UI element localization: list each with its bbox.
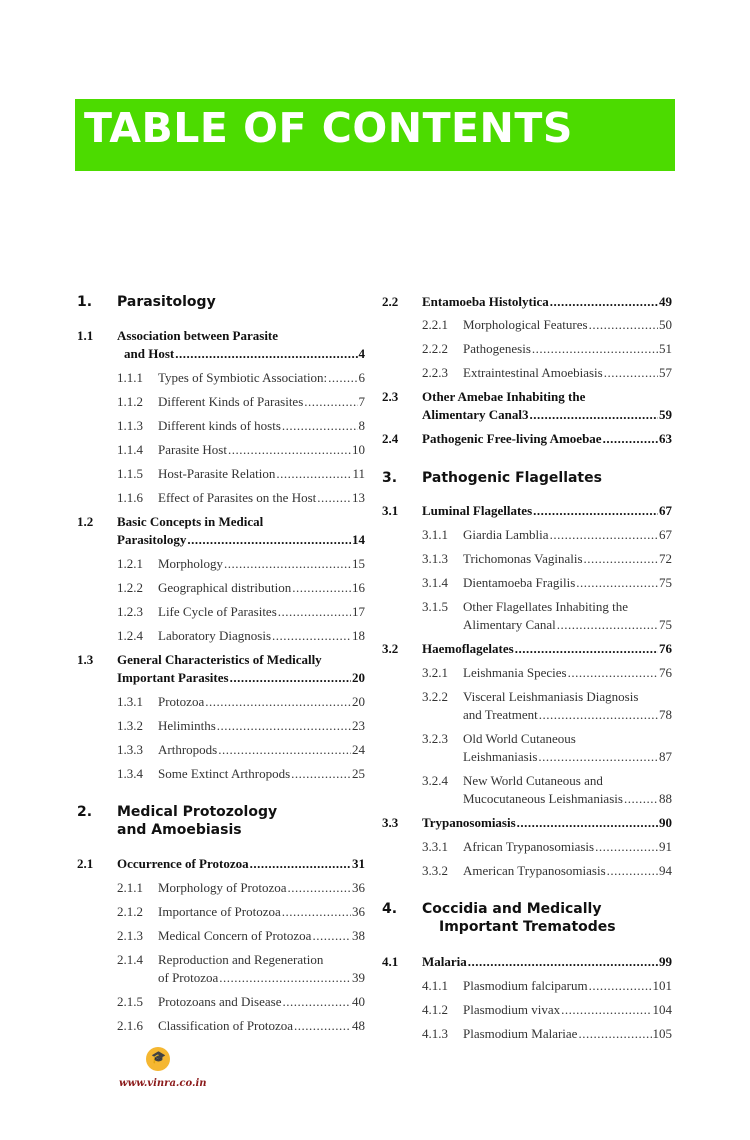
entry-title: Types of Symbiotic Association:: [158, 370, 328, 385]
entry-number: 1.1.3: [117, 418, 143, 433]
leader-dots: [228, 441, 351, 459]
leader-dots: [532, 340, 658, 358]
entry-number: 1.2.3: [117, 604, 143, 619]
entry-title: New World Cutaneous and: [463, 773, 603, 788]
entry-title: Morphology of Protozoa: [158, 880, 287, 895]
entry-title: Parasitology: [117, 532, 187, 547]
entry-number: 4.1.3: [422, 1026, 448, 1041]
leader-dots: [282, 993, 351, 1011]
entry-title: Medical Concern of Protozoa: [158, 928, 312, 943]
entry-title: Trichomonas Vaginalis: [463, 551, 583, 566]
page-number: 101: [652, 978, 672, 993]
publisher-url[interactable]: www.vinra.co.in: [119, 1078, 207, 1089]
page-number: 72: [659, 551, 672, 566]
page-number: 105: [652, 1026, 672, 1041]
entry-number: 1.3.3: [117, 742, 143, 757]
entry-number: 1.1.4: [117, 442, 143, 457]
entry-number: 2.1.6: [117, 1018, 143, 1033]
entry-title: Pathogenic Free-living Amoebae: [422, 431, 602, 446]
leader-dots: [604, 364, 658, 382]
entry-title: Trypanosomiasis: [422, 815, 516, 830]
entry-title: Occurrence of Protozoa: [117, 856, 249, 871]
entry-title: Effect of Parasites on the Host: [158, 490, 317, 505]
page-number: 25: [352, 766, 365, 781]
leader-dots: [292, 579, 351, 597]
entry-number: 3.1.5: [422, 599, 448, 614]
leader-dots: [539, 706, 658, 724]
entry-title: Life Cycle of Parasites: [158, 604, 277, 619]
entry-title: and Treatment: [463, 707, 538, 722]
entry-title: Medical Protozology: [117, 804, 278, 820]
entry-number: 3.2.3: [422, 731, 448, 746]
entry-title: Geographical distribution: [158, 580, 292, 595]
page-number: 20: [352, 694, 365, 709]
entry-title: Protozoans and Disease: [158, 994, 282, 1009]
page-number: 10: [352, 442, 365, 457]
page-number: 8: [358, 418, 365, 433]
page-number: 14: [352, 532, 365, 547]
entry-title: Visceral Leishmaniasis Diagnosis: [463, 689, 639, 704]
entry-number: 4.: [382, 901, 398, 917]
entry-title: General Characteristics of Medically: [117, 652, 322, 667]
entry-title: Old World Cutaneous: [463, 731, 576, 746]
entry-title: Dientamoeba Fragilis: [463, 575, 576, 590]
entry-number: 4.1.1: [422, 978, 448, 993]
toc-banner: [75, 99, 675, 171]
leader-dots: [282, 417, 358, 435]
entry-number: 1.2.1: [117, 556, 143, 571]
entry-number: 2.2.1: [422, 317, 448, 332]
entry-number: 2.4: [382, 431, 399, 446]
entry-title: Pathogenesis: [463, 341, 531, 356]
leader-dots: [595, 838, 658, 856]
entry-title: Important Trematodes: [439, 919, 616, 935]
entry-number: 3.3: [382, 815, 399, 830]
graduation-cap-icon: 🎓: [151, 1050, 166, 1064]
leader-dots: [328, 369, 357, 387]
entry-number: 1.3: [77, 652, 94, 667]
page-number: 15: [352, 556, 365, 571]
entry-title: Different Kinds of Parasites: [158, 394, 304, 409]
leader-dots: [217, 717, 351, 735]
page-number: 6: [358, 370, 365, 385]
page-number: 50: [659, 317, 672, 332]
entry-title: of Protozoa: [158, 970, 219, 985]
page-number: 104: [652, 1002, 672, 1017]
page-number: 48: [352, 1018, 365, 1033]
leader-dots: [219, 969, 351, 987]
page-number: 63: [659, 431, 672, 446]
entry-number: 2.2: [382, 294, 399, 309]
entry-title: and Host: [124, 346, 175, 361]
page-number: 40: [352, 994, 365, 1009]
leader-dots: [557, 616, 658, 634]
entry-number: 2.1.2: [117, 904, 143, 919]
entry-title: Entamoeba Histolytica: [422, 294, 549, 309]
page-number: 76: [659, 641, 672, 656]
entry-number: 1.2.4: [117, 628, 143, 643]
entry-title: Coccidia and Medically: [422, 901, 602, 917]
entry-title: Classification of Protozoa: [158, 1018, 294, 1033]
entry-number: 3.2: [382, 641, 399, 656]
entry-number: 2.1.1: [117, 880, 143, 895]
entry-number: 2.3: [382, 389, 399, 404]
leader-dots: [576, 574, 658, 592]
entry-number: 3.1.1: [422, 527, 448, 542]
page-number: 17: [352, 604, 365, 619]
entry-title: Plasmodium Malariae: [463, 1026, 578, 1041]
leader-dots: [288, 879, 351, 897]
page-number: 16: [352, 580, 365, 595]
entry-title: Parasitology: [117, 294, 216, 310]
entry-number: 2.1.5: [117, 994, 143, 1009]
page-number: 67: [659, 527, 672, 542]
leader-dots: [224, 555, 351, 573]
entry-title: Luminal Flagellates: [422, 503, 533, 518]
leader-dots: [205, 693, 351, 711]
leader-dots: [304, 393, 357, 411]
entry-title: Morphological Features: [463, 317, 588, 332]
entry-number: 1.1: [77, 328, 94, 343]
leader-dots: [291, 765, 351, 783]
entry-number: 1.1.1: [117, 370, 143, 385]
page-number: 90: [659, 815, 672, 830]
page-number: 51: [659, 341, 672, 356]
entry-number: 2.1: [77, 856, 94, 871]
entry-number: 3.2.4: [422, 773, 448, 788]
entry-number: 1.1.5: [117, 466, 143, 481]
leader-dots: [272, 627, 351, 645]
leader-dots: [624, 790, 658, 808]
entry-title: Parasite Host: [158, 442, 227, 457]
page-number: 38: [352, 928, 365, 943]
entry-title: Heliminths: [158, 718, 216, 733]
entry-title: Extraintestinal Amoebiasis: [463, 365, 603, 380]
publisher-logo: [146, 1047, 170, 1071]
leader-dots: [278, 603, 351, 621]
leader-dots: [175, 345, 357, 363]
page-title: TABLE OF CONTENTS: [84, 104, 573, 152]
entry-number: 3.1: [382, 503, 399, 518]
entry-title: Alimentary Canal3: [422, 407, 529, 422]
entry-number: 3.1.3: [422, 551, 448, 566]
entry-title: Importance of Protozoa: [158, 904, 281, 919]
entry-title: Laboratory Diagnosis: [158, 628, 272, 643]
entry-title: Malaria: [422, 954, 467, 969]
entry-title: Different kinds of hosts: [158, 418, 281, 433]
leader-dots: [578, 1025, 651, 1043]
entry-number: 1.3.1: [117, 694, 143, 709]
page-number: 99: [659, 954, 672, 969]
entry-title: Mucocutaneous Leishmaniasis: [463, 791, 623, 806]
page-number: 88: [659, 791, 672, 806]
entry-title: Giardia Lamblia: [463, 527, 549, 542]
page-number: 91: [659, 839, 672, 854]
page-number: 78: [659, 707, 672, 722]
leader-dots: [589, 977, 652, 995]
page-number: 18: [352, 628, 365, 643]
entry-title: Other Flagellates Inhabiting the: [463, 599, 628, 614]
page-number: 75: [659, 575, 672, 590]
entry-title: Important Parasites: [117, 670, 229, 685]
page-number: 7: [358, 394, 365, 409]
entry-number: 1.: [77, 294, 93, 310]
leader-dots: [533, 502, 658, 520]
entry-number: 3.2.1: [422, 665, 448, 680]
entry-number: 1.2: [77, 514, 94, 529]
entry-title: American Trypanosomiasis: [463, 863, 606, 878]
entry-title: Host-Parasite Relation: [158, 466, 276, 481]
page-number: 20: [352, 670, 365, 685]
page-number: 24: [352, 742, 365, 757]
leader-dots: [515, 640, 658, 658]
entry-title: and Amoebiasis: [117, 822, 242, 838]
leader-dots: [538, 748, 658, 766]
entry-number: 2.1.4: [117, 952, 143, 967]
page-number: 13: [352, 490, 365, 505]
entry-title: Morphology: [158, 556, 223, 571]
entry-number: 2.: [77, 804, 93, 820]
leader-dots: [282, 903, 351, 921]
leader-dots: [589, 316, 658, 334]
entry-number: 2.2.2: [422, 341, 448, 356]
entry-number: 1.1.2: [117, 394, 143, 409]
leader-dots: [250, 855, 351, 873]
page-number: 57: [659, 365, 672, 380]
page-number: 75: [659, 617, 672, 632]
leader-dots: [607, 862, 658, 880]
entry-title: Plasmodium falciparum: [463, 978, 588, 993]
page-number: 39: [352, 970, 365, 985]
page-number: 31: [352, 856, 365, 871]
page-number: 11: [352, 466, 365, 481]
leader-dots: [218, 741, 351, 759]
leader-dots: [530, 406, 658, 424]
page-number: 36: [352, 904, 365, 919]
entry-number: 3.: [382, 470, 398, 486]
entry-number: 3.3.2: [422, 863, 448, 878]
page-number: 76: [659, 665, 672, 680]
entry-number: 1.3.4: [117, 766, 143, 781]
leader-dots: [312, 927, 351, 945]
leader-dots: [276, 465, 351, 483]
entry-number: 3.1.4: [422, 575, 448, 590]
leader-dots: [187, 531, 351, 549]
entry-title: African Trypanosomiasis: [463, 839, 595, 854]
leader-dots: [294, 1017, 351, 1035]
entry-number: 3.3.1: [422, 839, 448, 854]
entry-title: Plasmodium vivax: [463, 1002, 561, 1017]
entry-number: 2.2.3: [422, 365, 448, 380]
entry-title: Leishmaniasis: [463, 749, 538, 764]
leader-dots: [568, 664, 658, 682]
leader-dots: [584, 550, 658, 568]
entry-number: 2.1.3: [117, 928, 143, 943]
entry-title: Alimentary Canal: [463, 617, 556, 632]
page-number: 59: [659, 407, 672, 422]
entry-title: Reproduction and Regeneration: [158, 952, 324, 967]
entry-number: 3.2.2: [422, 689, 448, 704]
entry-title: Other Amebae Inhabiting the: [422, 389, 586, 404]
entry-number: 1.3.2: [117, 718, 143, 733]
entry-title: Some Extinct Arthropods: [158, 766, 291, 781]
entry-title: Basic Concepts in Medical: [117, 514, 264, 529]
leader-dots: [230, 669, 351, 687]
entry-number: 4.1.2: [422, 1002, 448, 1017]
entry-title: Leishmania Species: [463, 665, 567, 680]
entry-title: Protozoa: [158, 694, 205, 709]
page-number: 23: [352, 718, 365, 733]
page-number: 67: [659, 503, 672, 518]
entry-title: Haemoflagelates: [422, 641, 514, 656]
page-number: 87: [659, 749, 672, 764]
leader-dots: [317, 489, 351, 507]
page-number: 49: [659, 294, 672, 309]
page-number: 36: [352, 880, 365, 895]
leader-dots: [468, 953, 658, 971]
leader-dots: [517, 814, 658, 832]
page-number: 4: [358, 346, 365, 361]
leader-dots: [561, 1001, 651, 1019]
entry-number: 1.1.6: [117, 490, 143, 505]
entry-title: Association between Parasite: [117, 328, 279, 343]
entry-number: 4.1: [382, 954, 399, 969]
entry-number: 1.2.2: [117, 580, 143, 595]
leader-dots: [550, 526, 658, 544]
leader-dots: [603, 430, 658, 448]
entry-title: Arthropods: [158, 742, 218, 757]
leader-dots: [550, 293, 658, 311]
entry-title: Pathogenic Flagellates: [422, 470, 602, 486]
page-number: 94: [659, 863, 672, 878]
